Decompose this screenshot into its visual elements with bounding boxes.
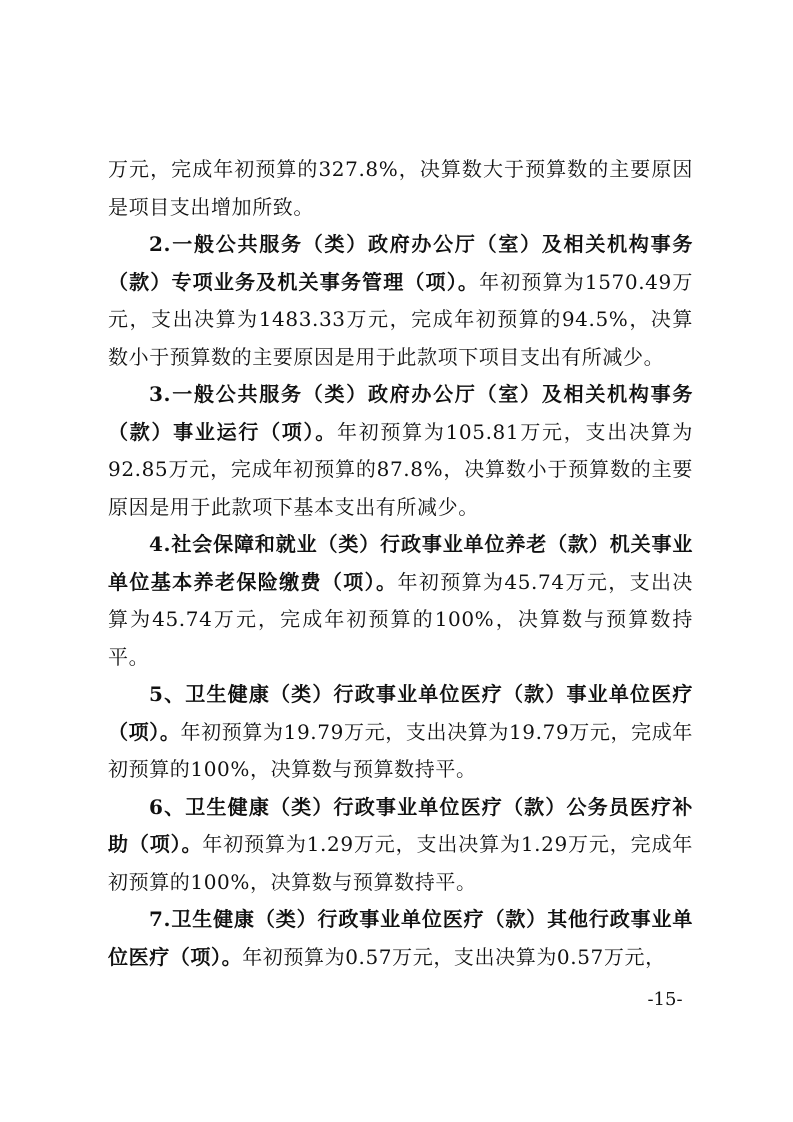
paragraph-5-heading: 5、卫生健康（类）行政事业单位医疗（款）事业单位医疗（项）。 [108, 682, 693, 744]
paragraph-4-heading: 4.社会保障和就业（类）行政事业单位养老（款）机关事业单位基本养老保险缴费（项）。 [108, 532, 693, 594]
paragraph-7 [108, 901, 693, 976]
paragraph-7-heading: 7.卫生健康（类）行政事业单位医疗（款）其他行政事业单位医疗（项）。 [108, 907, 693, 969]
paragraph-4 [108, 526, 693, 676]
paragraph-2-text: 年初预算为1570.49万元，支出决算为1483.33万元，完成年初预算的94.5%，决算数小于预算数的主要原因是用于此款项下项目支出有所减少。 [108, 269, 693, 369]
document-body [108, 151, 693, 976]
paragraph-4-text: 年初预算为45.74万元，支出决算为45.74万元，完成年初预算的100%，决算数与预算数持平。 [108, 569, 693, 669]
paragraph-2 [108, 226, 693, 376]
paragraph-3 [108, 376, 693, 526]
paragraph-1 [108, 151, 693, 226]
paragraph-1-text: 万元，完成年初预算的327.8%，决算数大于预算数的主要原因是项目支出增加所致。 [108, 157, 693, 219]
paragraph-7-text: 年初预算为0.57万元，支出决算为0.57万元， [242, 944, 666, 969]
paragraph-5 [108, 676, 693, 789]
paragraph-5-text: 年初预算为19.79万元，支出决算为19.79万元，完成年初预算的100%，决算数与预算数持平。 [108, 719, 693, 781]
paragraph-6-text: 年初预算为1.29万元，支出决算为1.29万元，完成年初预算的100%，决算数与预算数持平。 [108, 832, 694, 894]
paragraph-6 [108, 789, 693, 902]
page-number: -15- [647, 989, 683, 1010]
paragraph-3-text: 年初预算为105.81万元，支出决算为92.85万元，完成年初预算的87.8%，决算数小于预算数的主要原因是用于此款项下基本支出有所减少。 [108, 419, 693, 519]
paragraph-2-heading: 2.一般公共服务（类）政府办公厅（室）及相关机构事务（款）专项业务及机关事务管理（项）。 [108, 232, 693, 294]
paragraph-3-heading: 3.一般公共服务（类）政府办公厅（室）及相关机构事务（款）事业运行（项）。 [108, 382, 693, 444]
paragraph-6-heading: 6、卫生健康（类）行政事业单位医疗（款）公务员医疗补助（项）。 [108, 794, 693, 856]
